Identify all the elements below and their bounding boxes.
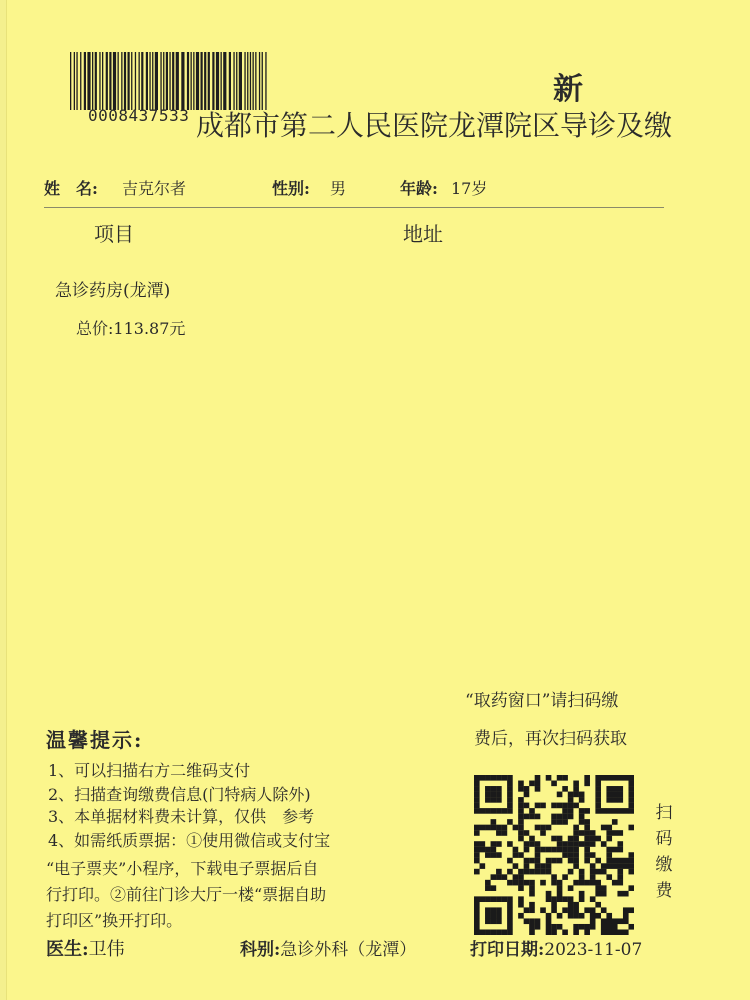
department-value: 急诊外科（龙潭） [280, 940, 417, 960]
qr-instruction-line1: “取药窗口”请扫码缴 [465, 691, 619, 711]
item-name: 急诊药房(龙潭) [55, 281, 171, 301]
payment-qr-code[interactable] [474, 775, 634, 935]
divider-line [44, 207, 664, 208]
doctor-label: 医生: [46, 939, 89, 960]
total-price [76, 316, 185, 339]
total-value: 113.87元 [113, 319, 186, 338]
receipt-title: 成都市第二人民医院龙潭院区导诊及缴 [196, 109, 673, 142]
total-label: 总价: [76, 319, 114, 338]
doctor-name: 卫伟 [88, 939, 125, 960]
notice-line: 行打印。②前往门诊大厅一楼“票据自助 [46, 885, 327, 904]
column-item-header: 项目 [94, 222, 134, 246]
new-mark: 新 [553, 72, 583, 107]
qr-instruction-line2: 费后，再次扫码获取 [474, 729, 627, 749]
gender-label: 性别: [272, 179, 310, 198]
notice-line: 3、本单据材料费未计算，仅供 参考 [48, 807, 315, 826]
notice-line: 4、如需纸质票据：①使用微信或支付宝 [48, 831, 331, 850]
column-address-header: 地址 [403, 222, 443, 246]
patient-age: 17岁 [451, 179, 488, 198]
patient-name: 吉克尔者 [122, 179, 187, 198]
department-label: 科别: [240, 940, 281, 960]
notice-line: 1、可以扫描右方二维码支付 [48, 761, 251, 780]
notice-line: “电子票夹”小程序，下载电子票据后自 [46, 859, 319, 878]
department-field [240, 935, 416, 960]
notice-line: 打印区”换开打印。 [46, 911, 183, 930]
patient-gender: 男 [330, 179, 347, 198]
name-label: 姓 名: [44, 179, 98, 198]
print-date-field [470, 935, 642, 960]
notice-title: 温馨提示: [46, 728, 144, 752]
scan-to-pay-label: 扫码缴费 [655, 803, 673, 901]
age-label: 年龄: [400, 179, 438, 198]
notice-line: 2、扫描查询缴费信息(门特病人除外) [48, 785, 311, 804]
print-date-value: 2023-11-07 [544, 940, 643, 960]
doctor-field [46, 935, 125, 961]
barcode-number: 0008437533 [88, 106, 190, 125]
print-date-label: 打印日期: [470, 940, 545, 960]
barcode [68, 52, 270, 110]
